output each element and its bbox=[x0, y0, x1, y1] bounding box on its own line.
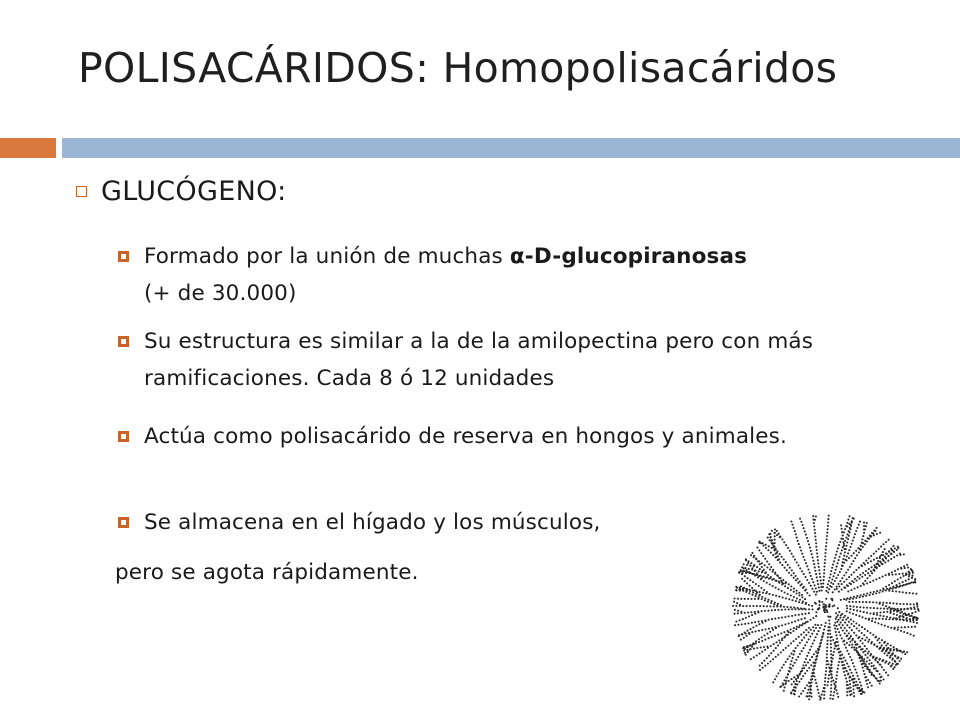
bullet-heading: GLUCÓGENO: bbox=[101, 176, 287, 207]
sub-bullet-1-bold: α-D-glucopiranosas bbox=[509, 244, 748, 269]
square-bullet-icon bbox=[118, 251, 129, 262]
sub-bullet-1-post: (+ de 30.000) bbox=[144, 281, 297, 306]
accent-bar-blue bbox=[62, 138, 960, 158]
sub-bullet-2 bbox=[118, 323, 878, 397]
glycogen-molecule-diagram bbox=[728, 500, 924, 714]
bullet-glucogeno bbox=[76, 176, 287, 207]
continuation-text: pero se agota rápidamente. bbox=[115, 560, 419, 585]
accent-bar-orange bbox=[0, 138, 56, 158]
hollow-square-bullet-icon bbox=[76, 186, 87, 197]
sub-bullet-1 bbox=[118, 238, 747, 312]
sub-bullet-1-text: Formado por la unión de muchas bbox=[144, 244, 510, 269]
sub-bullet-3 bbox=[118, 418, 838, 455]
sub-bullet-2-text: Su estructura es similar a la de la amilopectina pero con más ramificaciones. Cada 8 ó 12 unidades bbox=[144, 329, 814, 391]
sub-bullet-4-text: Se almacena en el hígado y los músculos, bbox=[144, 510, 601, 535]
slide-title: POLISACÁRIDOS: Homopolisacáridos bbox=[78, 44, 838, 92]
sub-bullet-3-text: Actúa como polisacárido de reserva en hongos y animales. bbox=[144, 424, 788, 449]
square-bullet-icon bbox=[118, 336, 129, 347]
sub-bullet-4 bbox=[118, 504, 718, 541]
square-bullet-icon bbox=[118, 517, 129, 528]
square-bullet-icon bbox=[118, 431, 129, 442]
